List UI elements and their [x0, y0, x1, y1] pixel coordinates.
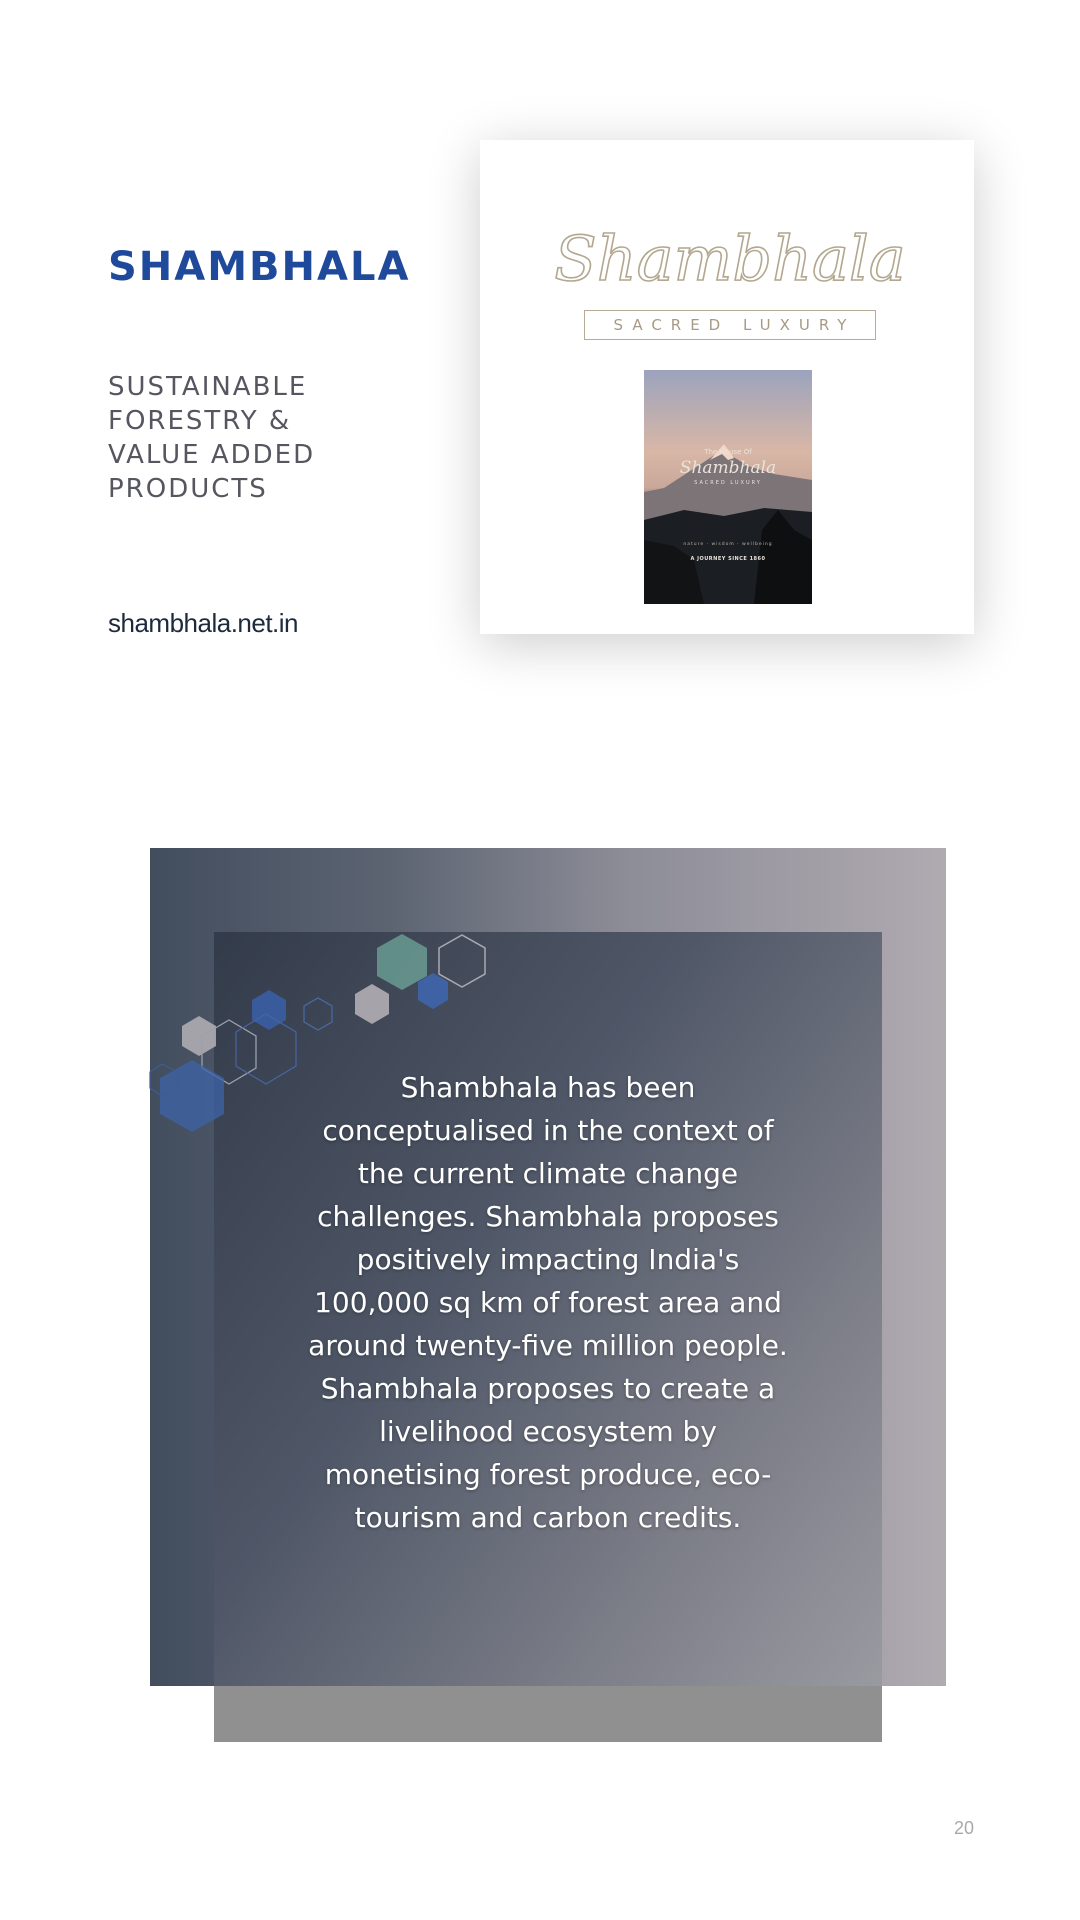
sacred-luxury-box: SACRED LUXURY [584, 310, 876, 340]
script-logo-text: Shambhala [554, 222, 906, 295]
tagline-line: PRODUCTS [108, 474, 268, 504]
poster-line: nature · wisdom · wellbeing [683, 542, 773, 547]
logo-card [480, 140, 974, 634]
tagline-line: SUSTAINABLE [108, 372, 308, 402]
tagline-line: FORESTRY & [108, 406, 292, 436]
poster-image [644, 370, 812, 604]
tagline [108, 370, 428, 506]
poster-logo: Shambhala [679, 458, 777, 478]
poster-line: A JOURNEY SINCE 1860 [690, 556, 766, 562]
poster-line: The House Of [704, 448, 752, 456]
brand-title: SHAMBHALA [108, 244, 411, 290]
script-logo [554, 220, 906, 300]
page-number: 20 [954, 1818, 975, 1838]
poster-line: SACRED LUXURY [694, 480, 762, 486]
tagline-line: VALUE ADDED [108, 440, 316, 470]
website-link[interactable]: shambhala.net.in [108, 608, 299, 638]
feature-body-text: Shambhala has been conceptualised in the context of the current climate change challenges. Shambhala proposes positively impacting India's 100,000 sq km of forest area and around twenty-five million people. Shambhala proposes to create a livelihood ecosystem by monetising forest produce, eco-tourism and carbon credits. [308, 1071, 788, 1534]
mountain-landscape-image [644, 370, 812, 604]
